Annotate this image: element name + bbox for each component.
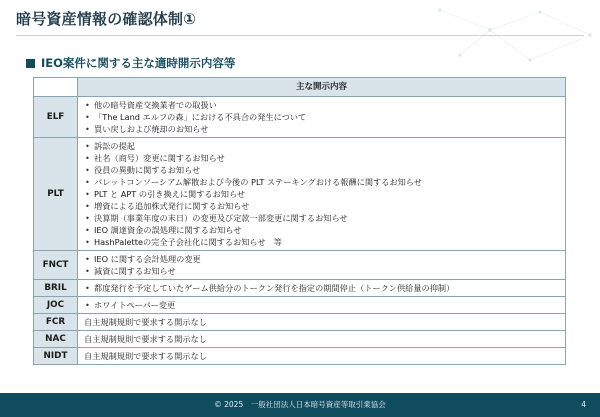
list-item: • IEO 調達資金の誤処理に関するお知らせ <box>84 224 559 236</box>
list-item: • 都度発行を予定していたゲーム供給分のトークン発行を指定の期間停止（トークン供給量の抑制） <box>84 282 559 294</box>
row-content <box>78 348 566 365</box>
table-row-nac <box>34 331 566 348</box>
row-content <box>78 314 566 331</box>
row-text: 自主規制規則で要求する開示なし <box>84 334 207 344</box>
row-content <box>78 297 566 314</box>
disclosure-list <box>84 299 559 311</box>
list-item: • 役員の異動に関するお知らせ <box>84 164 559 176</box>
list-item: • 社名（商号）変更に関するお知らせ <box>84 152 559 164</box>
list-item: • 買い戻しおよび焼却のお知らせ <box>84 123 559 135</box>
disclosure-list <box>84 253 559 277</box>
list-item: • 減資に関するお知らせ <box>84 265 559 277</box>
row-label: NIDT <box>34 348 78 365</box>
list-item: • HashPaletteの完全子会社化に関するお知らせ 等 <box>84 236 559 248</box>
row-text: 自主規制規則で要求する開示なし <box>84 317 207 327</box>
table-row-bril <box>34 280 566 297</box>
row-label: NAC <box>34 331 78 348</box>
row-content <box>78 97 566 138</box>
row-label: JOC <box>34 297 78 314</box>
footer-bar <box>0 393 600 417</box>
table-row-plt <box>34 138 566 251</box>
header-corner-cell <box>34 78 78 97</box>
page-title: 暗号資産情報の確認体制① <box>16 10 197 28</box>
list-item: • 他の暗号資産交換業者での取扱い <box>84 99 559 111</box>
row-label: FNCT <box>34 251 78 280</box>
row-label: ELF <box>34 97 78 138</box>
table-row-fcr <box>34 314 566 331</box>
table-header-row <box>34 78 566 97</box>
list-item: • パレットコンソーシアム解散および今後の PLT ステーキングおける報酬に関するお知らせ <box>84 176 559 188</box>
list-item: • 訴訟の提起 <box>84 140 559 152</box>
section-heading <box>26 55 235 71</box>
row-text: 自主規制規則で要求する開示なし <box>84 351 207 361</box>
title-divider <box>16 35 584 36</box>
list-item: • PLT と APT の引き換えに関するお知らせ <box>84 188 559 200</box>
disclosure-list <box>84 99 559 135</box>
page-number: 4 <box>581 400 586 409</box>
table-row-nidt <box>34 348 566 365</box>
disclosure-table <box>33 77 566 365</box>
row-label: FCR <box>34 314 78 331</box>
footer-copyright: © 2025 一般社団法人日本暗号資産等取引業協会 <box>214 400 386 409</box>
row-label: PLT <box>34 138 78 251</box>
list-item: • IEO に関する会計処理の変更 <box>84 253 559 265</box>
table-row-elf <box>34 97 566 138</box>
disclosure-list <box>84 282 559 294</box>
row-content <box>78 138 566 251</box>
list-item: • 「The Land エルフの森」における不具合の発生について <box>84 111 559 123</box>
table-row-joc <box>34 297 566 314</box>
list-item: • 決算期（事業年度の末日）の変更及び定款一部変更に関するお知らせ <box>84 212 559 224</box>
row-label: BRIL <box>34 280 78 297</box>
network-decoration <box>400 0 600 80</box>
header-main-disclosure: 主な開示内容 <box>78 78 566 97</box>
section-heading-text: IEO案件に関する主な適時開示内容等 <box>41 56 236 70</box>
table-row-fnct <box>34 251 566 280</box>
row-content <box>78 280 566 297</box>
list-item: • 増資による追加株式発行に関するお知らせ <box>84 200 559 212</box>
row-content <box>78 251 566 280</box>
square-bullet-icon <box>26 59 35 68</box>
disclosure-list <box>84 140 559 248</box>
list-item: • ホワイトペーパー変更 <box>84 299 559 311</box>
row-content <box>78 331 566 348</box>
